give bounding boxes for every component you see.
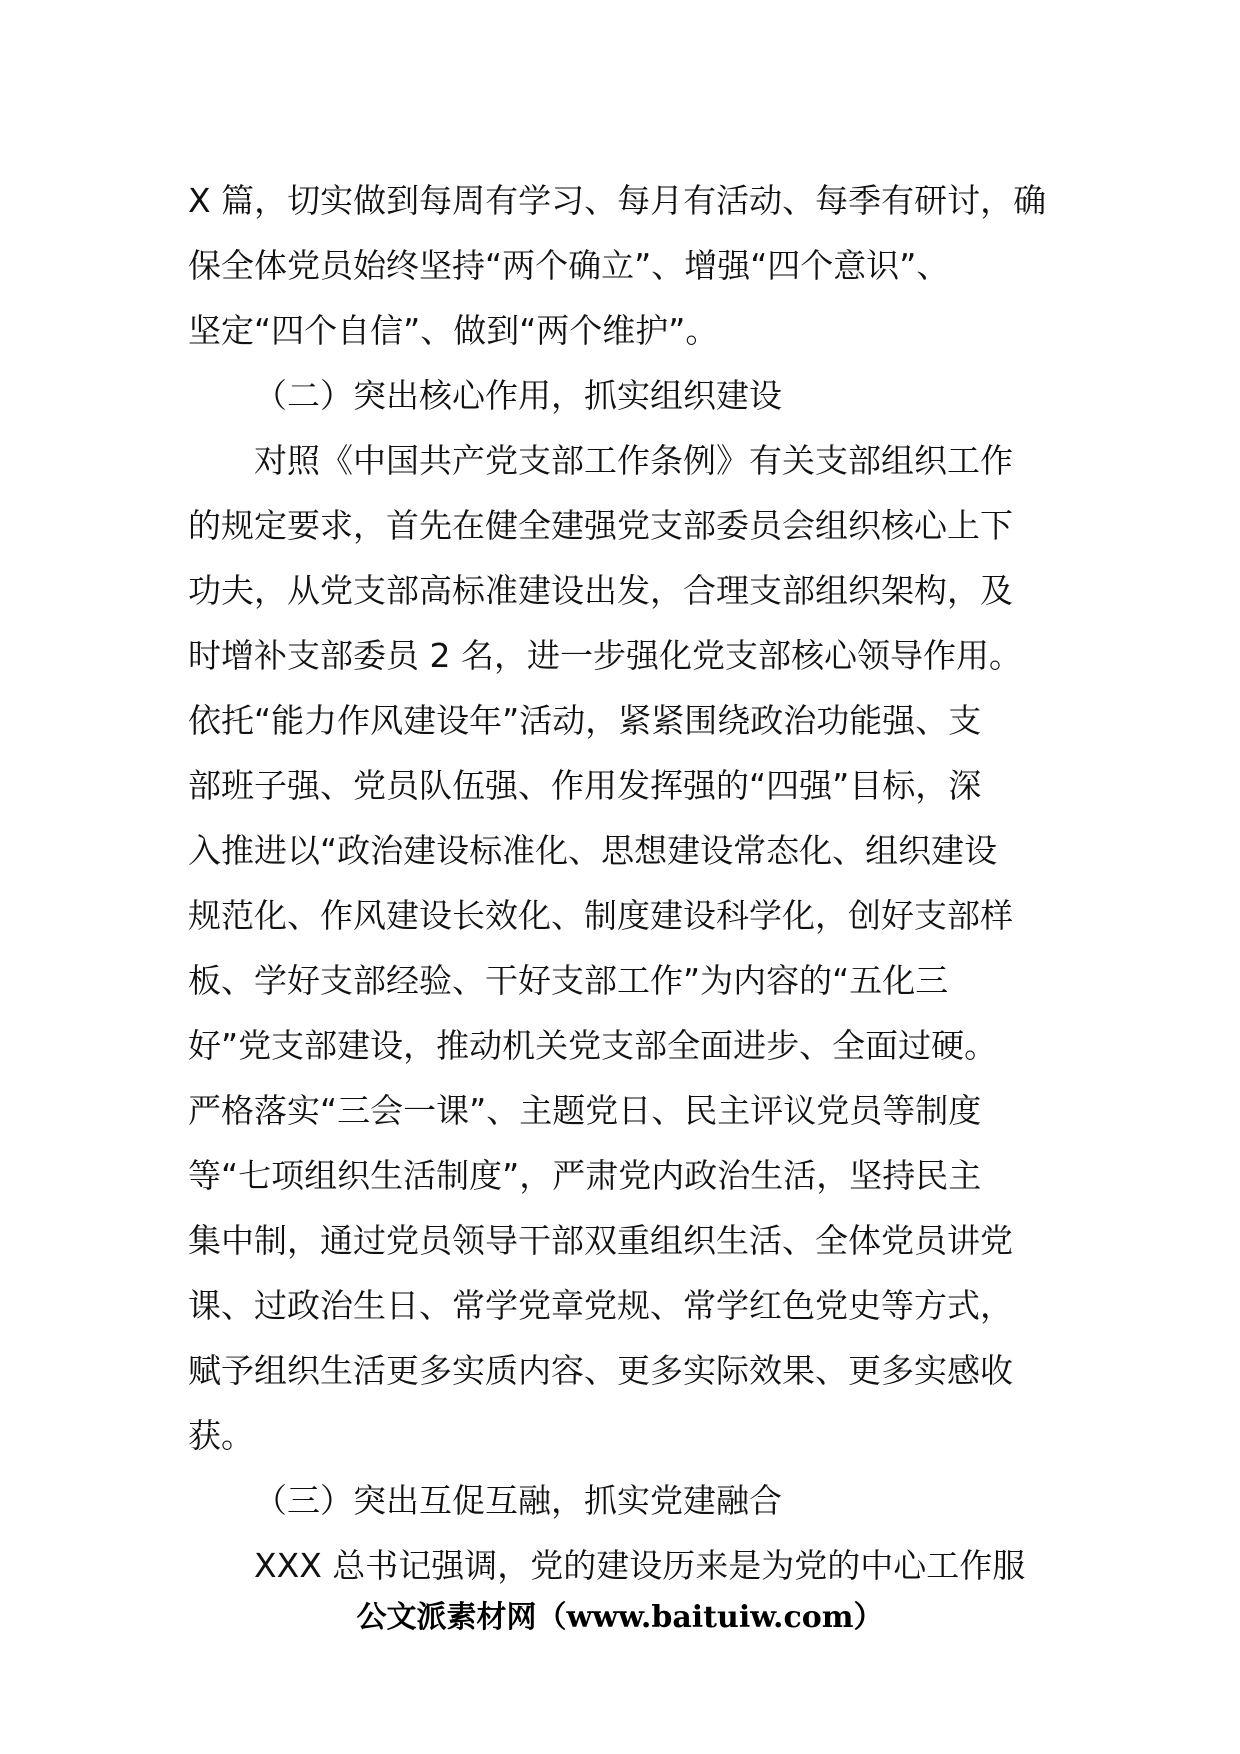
body-line: 时增补支部委员 2 名，进一步强化党支部核心领导作用。 <box>188 636 1022 675</box>
paragraph-first-line: XXX 总书记强调，党的建设历来是为党的中心工作服 <box>254 1546 1026 1585</box>
body-line: 功夫，从党支部高标准建设出发，合理支部组织架构，及 <box>188 571 1013 610</box>
body-line: X 篇，切实做到每周有学习、每月有活动、每季有研讨，确 <box>188 181 1047 220</box>
body-line: 的规定要求，首先在健全建强党支部委员会组织核心上下 <box>188 506 1013 545</box>
body-line: 入推进以“政治建设标准化、思想建设常态化、组织建设 <box>188 831 998 870</box>
body-line: 好”党支部建设，推动机关党支部全面进步、全面过硬。 <box>188 1026 998 1065</box>
body-line: 赋予组织生活更多实质内容、更多实际效果、更多实感收 <box>188 1351 1013 1390</box>
section-heading: （二）突出核心作用，抓实组织建设 <box>254 376 782 415</box>
body-line: 板、学好支部经验、干好支部工作”为内容的“五化三 <box>188 961 949 1000</box>
body-line: 获。 <box>188 1416 254 1455</box>
body-line: 课、过政治生日、常学党章党规、常学红色党史等方式， <box>188 1286 1013 1325</box>
document-body <box>188 168 1058 1598</box>
section-heading: （三）突出互促互融，抓实党建融合 <box>254 1481 782 1520</box>
body-line: 集中制，通过党员领导干部双重组织生活、全体党员讲党 <box>188 1221 1013 1260</box>
body-line: 保全体党员始终坚持“两个确立”、增强“四个意识”、 <box>188 246 950 285</box>
page-footer-watermark: 公文派素材网（www.baituiw.com） <box>356 1600 884 1635</box>
body-line: 部班子强、党员队伍强、作用发挥强的“四强”目标，深 <box>188 766 982 805</box>
body-line: 等“七项组织生活制度”，严肃党内政治生活，坚持民主 <box>188 1156 982 1195</box>
body-line: 依托“能力作风建设年”活动，紧紧围绕政治功能强、支 <box>188 701 982 740</box>
body-line: 坚定“四个自信”、做到“两个维护”。 <box>188 311 719 350</box>
body-line: 规范化、作风建设长效化、制度建设科学化，创好支部样 <box>188 896 1013 935</box>
paragraph-first-line: 对照《中国共产党支部工作条例》有关支部组织工作 <box>254 441 1013 480</box>
body-line: 严格落实“三会一课”、主题党日、民主评议党员等制度 <box>188 1091 982 1130</box>
